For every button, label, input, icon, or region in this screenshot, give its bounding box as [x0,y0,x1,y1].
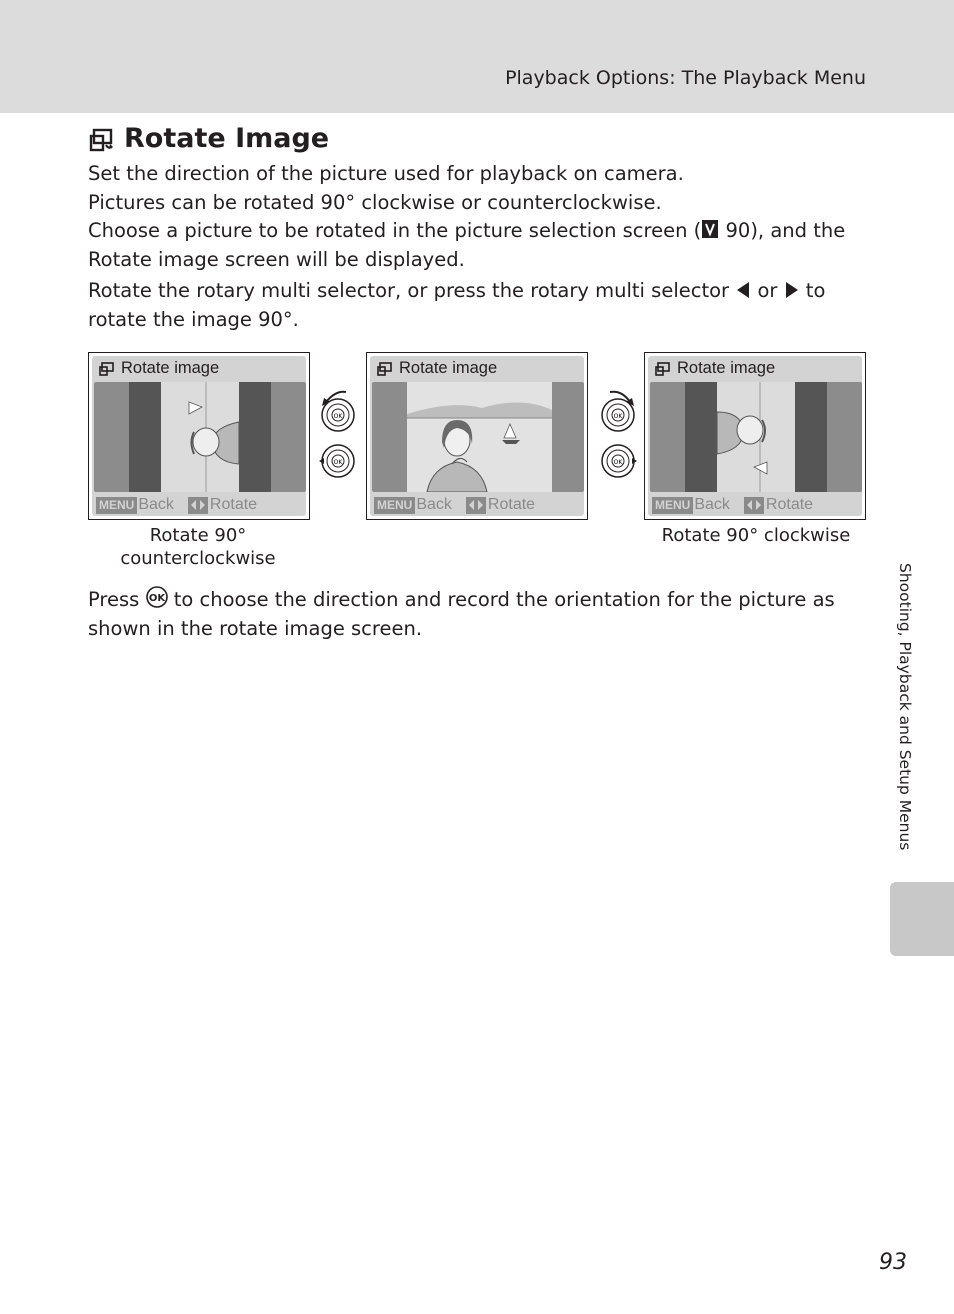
section-title-text: Rotate Image [124,123,330,154]
rotate-label: Rotate [487,496,536,513]
intro-line-3b: ), and the Rotate image screen will be displayed. [88,219,846,271]
page-reference-number[interactable]: 90 [725,219,751,242]
left-arrow-icon [735,281,751,299]
screen-title-text: Rotate image [399,359,498,377]
rotate-image-icon [88,125,116,153]
photo-preview-rotated-cw [650,382,862,492]
svg-text:OK: OK [333,459,343,466]
portrait-photo [372,382,584,492]
instruction-or: or [751,279,784,302]
side-section-label: Shooting, Playback and Setup Menus [896,563,914,851]
screen-title-text: Rotate image [677,359,776,377]
confirm-press: Press [88,588,146,611]
menu-button-icon: MENU [374,497,415,514]
left-right-icon [188,497,208,514]
caption-left-line-2: counterclockwise [120,548,276,569]
rotate-label: Rotate [209,496,258,513]
screen-title [654,359,775,378]
left-right-icon [466,497,486,514]
instruction-part-1: Rotate the rotary multi selector, or press the rotary multi selector [88,279,736,302]
rotary-dial-counterclockwise-icon [316,388,364,478]
intro-line-3 [88,217,878,274]
screen-title-text: Rotate image [121,359,220,377]
instruction-text [88,277,878,334]
instruction-paragraph [88,277,878,334]
rotate-label: Rotate [765,496,814,513]
side-tab-marker[interactable] [890,882,954,956]
photo-preview-upright [372,382,584,492]
screen-footer [652,496,813,514]
page-reference-icon [701,219,719,239]
screen-upright [366,352,588,520]
screen-panel [648,356,862,516]
svg-text:OK: OK [613,459,623,466]
back-label: Back [138,496,174,513]
svg-text:OK: OK [333,413,343,420]
screen-title [376,359,497,378]
caption-clockwise: Rotate 90° clockwise [661,525,851,546]
menu-button-icon: MENU [652,497,693,514]
screen-footer [96,496,257,514]
portrait-photo [94,382,306,492]
rotary-dial-clockwise-icon [596,388,644,478]
screen-counterclockwise [88,352,310,520]
photo-preview-rotated-ccw [94,382,306,492]
caption-counterclockwise [98,524,298,570]
screen-title [98,359,219,378]
ok-button-icon [146,586,168,608]
back-label: Back [416,496,452,513]
screen-panel [92,356,306,516]
rotate-image-icon [654,360,671,377]
back-label: Back [694,496,730,513]
header-band [0,0,954,113]
intro-paragraph [88,160,878,274]
intro-line-3a: Choose a picture to be rotated in the picture selection screen ( [88,219,702,242]
page-number: 93 [879,1250,907,1275]
instruction-part-2: to rotate the image 90°. [88,279,826,331]
left-right-icon [744,497,764,514]
section-title [88,123,329,154]
screen-clockwise [644,352,866,520]
screen-footer [374,496,535,514]
caption-left-line-1: Rotate 90° [149,525,247,546]
running-header: Playback Options: The Playback Menu [505,67,866,89]
intro-line-2: Pictures can be rotated 90° clockwise or counterclockwise. [88,190,662,214]
screen-panel [370,356,584,516]
right-arrow-icon [784,281,800,299]
confirm-text [88,586,878,643]
portrait-photo [650,382,862,492]
rotate-image-icon [376,360,393,377]
rotate-image-icon [98,360,115,377]
confirm-rest: to choose the direction and record the orientation for the picture as shown in the rotate image screen. [88,588,835,640]
svg-text:OK: OK [613,413,623,420]
confirm-paragraph [88,586,878,643]
menu-button-icon: MENU [96,497,137,514]
svg-text:OK: OK [148,593,165,604]
intro-line-1: Set the direction of the picture used for playback on camera. [88,162,684,185]
